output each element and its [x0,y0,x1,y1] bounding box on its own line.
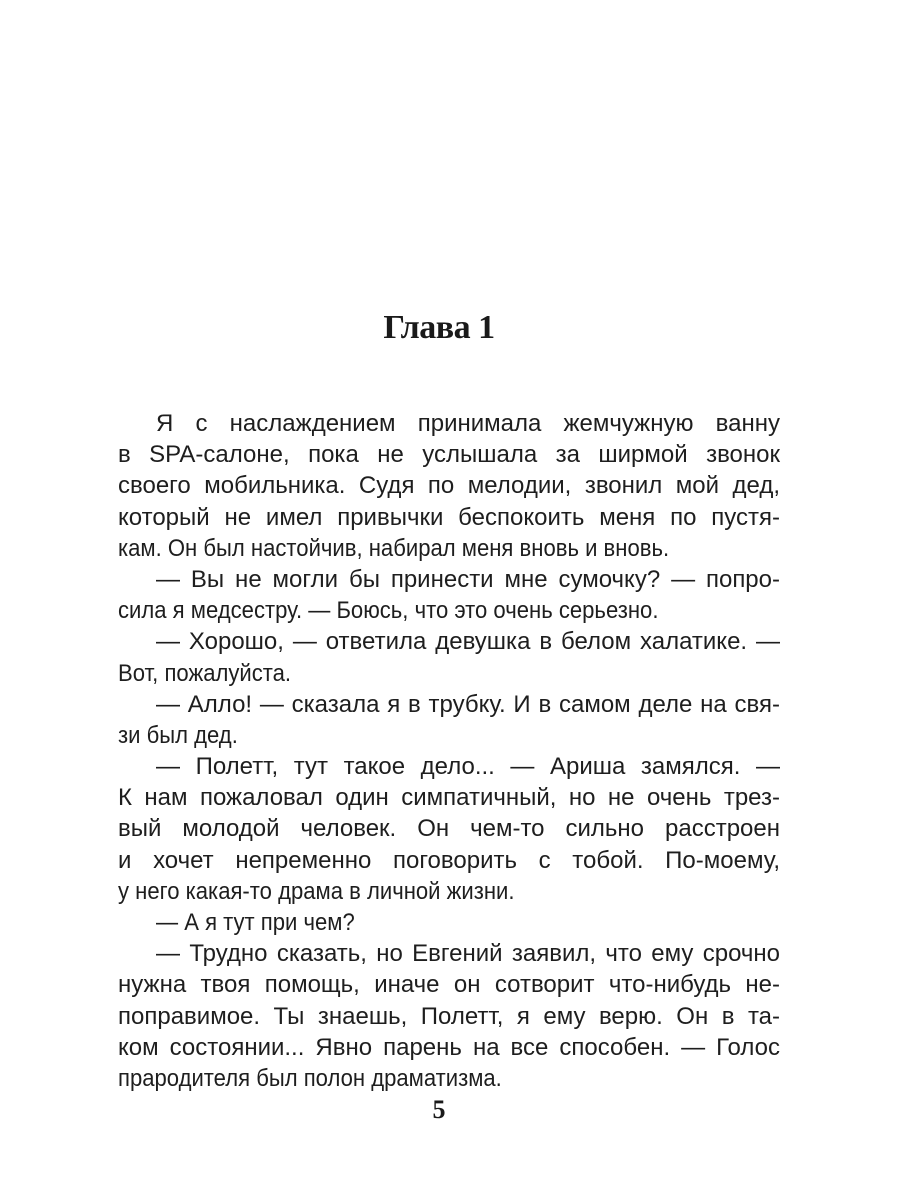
text-line: Я с наслаждением принимала жемчужную ванну [156,410,780,437]
text-line: — А я тут при чем? [155,909,355,936]
paragraph [118,626,780,688]
chapter-body-text [118,408,780,1094]
text-line: кам. Он был настойчив, набирал меня вновь и вновь. [118,534,670,562]
text-line: у него какая-то драма в личной жизни. [118,877,515,905]
text-line: нужна твоя помощь, иначе он сотворит что-нибудь не- [118,971,780,999]
text-line: сила я медсестру. — Боюсь, что это очень серьезно. [118,597,659,625]
text-line: — Трудно сказать, но Евгений заявил, что ему срочно [156,940,780,968]
text-line: зи был дед. [118,721,238,749]
text-line: прародителя был полон драматизма. [118,1064,502,1092]
text-line: — Хорошо, — ответила девушка в белом халатике. — [156,628,780,656]
paragraph [118,408,780,564]
paragraph [118,907,780,938]
text-line: — Вы не могли бы принести мне сумочку? — попро- [156,565,780,593]
text-line: вый молодой человек. Он чем-то сильно расстроен [118,815,780,843]
text-line: — Алло! — сказала я в трубку. И в самом деле на свя- [156,690,780,718]
chapter-title: Глава 1 [383,309,495,346]
text-line: К нам пожаловал один симпатичный, но не очень трез- [118,784,780,812]
paragraph [118,751,780,907]
text-line: в SPA-салоне, пока не услышала за ширмой звонок [118,441,780,469]
text-line: и хочет непременно поговорить с тобой. По-моему, [118,846,780,874]
text-line: который не имел привычки беспокоить меня по пустя- [118,503,780,531]
text-line: поправимое. Ты знаешь, Полетт, я ему верю. Он в та- [118,1002,780,1030]
paragraph [118,689,780,751]
paragraph [118,564,780,626]
text-line: Вот, пожалуйста. [118,659,292,687]
paragraph [118,938,780,1094]
text-line: своего мобильника. Судя по мелодии, звонил мой дед, [118,472,780,500]
page-number: 5 [432,1095,446,1124]
text-line: ком состоянии... Явно парень на все способен. — Голос [118,1033,780,1061]
text-line: — Полетт, тут такое дело... — Ариша замялся. — [156,753,780,781]
